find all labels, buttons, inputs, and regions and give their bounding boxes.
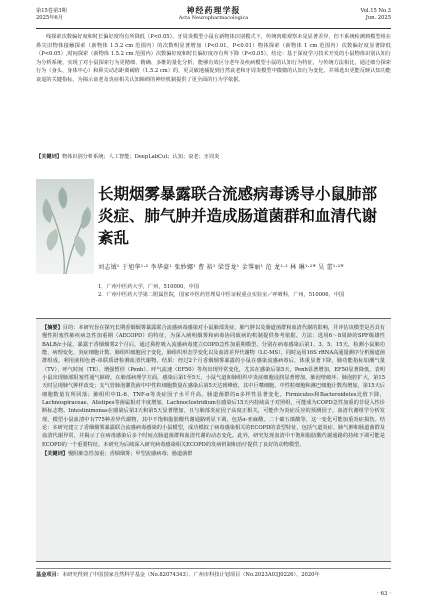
date-cn: 2025年6月 (36, 15, 63, 21)
journal-title-cn: 神经药理学报 (186, 5, 241, 15)
abstract-box (36, 318, 391, 562)
previous-keywords-text: 物体识别分析系统；人工智能；DeepLabCut；认知；衰老；牙周炎 (61, 154, 220, 160)
affiliations (98, 283, 391, 299)
abstract-label: 【摘要】 (42, 325, 63, 331)
title-decoration-image (36, 179, 94, 274)
header-center (36, 6, 391, 22)
article-keywords (42, 450, 385, 458)
affiliation-1: 1．广州中医药大学，广州，510000，中国 (98, 284, 199, 290)
issue-cn: 第15卷第3期 (36, 8, 67, 14)
page-number: · 63 · (377, 591, 391, 597)
running-header (36, 6, 391, 28)
article-title: 长期烟雾暴露联合流感病毒诱导小鼠肺部炎症、肺气肿并造成肠道菌群和血清代谢紊乱 (98, 184, 378, 247)
header-rule (36, 28, 391, 29)
previous-keywords-label: 【关键词】 (36, 154, 62, 160)
previous-abstract-text: 线探索次数偏好度和时长偏好度均有所降低（P<0.05）。牙周炎模型小鼠在新物体识别模式下，传统肉眼观察未见显著差异，但不系统检测到模型组在鼻尖旧物体接触探索（新物体 1.5.2 cm 范围内）的次数明显著增加（P<0.01，P<0.01）物体探索（新物体 1 cm 范围内）次数偏好度显著降低（P<0.05）,时间探索（新物体 1.5.2 cm 范围内）次数偏好度和时长偏好度亦有所下降（P<0.05）。结论：基于深度学习技术开发的小鼠物体识别认知行为分析系统，实现了对小鼠探索行为更精细、精确、多维的量化分析，能够有效区分老年及疾病模型小鼠的认知行为特征，与传统方法相比，通过细分探索行为（身头、身体中心）和鼻尖动态距离阈值（1.5.2 cm）的，更灵敏地捕捉到自然衰老和牙周炎模型中微微的认知行为变化，并筛选出更能反映认知功能衰退的关键指标，为揭示衰老及炎症相关认知障碍的神经机制提供了更全面的行为学依据。 (36, 34, 391, 83)
abstract-text: 目的：本研究旨在探究长期香烟烟雾暴露联合流感病毒感染对小鼠肺部炎症、肺气肿以及肠道菌群和血清代谢的影响，并评估该模型是否具有慢性阻塞性肺疾病急性加重期（AECOPD）的特征，为深入阐明烟雾和病毒协同致病的机制提供参考依据。方法：选用6～8周龄的SPF级雄性BALB/c小鼠，暴露于香烟烟雾2个月后，通过鼻腔吸入流感病毒建立COPD急性加重期模型。分别在病毒感染后第1、3、5、15天，检测小鼠肺功能、病理变化、炎症细胞计数、肺组织细胞因子变化，肺组织形态学变化以及血清差异代谢物（LC-MS），同时运用16S rRNA高通量测序分析肠道菌群组成，利用液相色谱-串联质谱检测血清代谢物。结果：经过2个月香烟烟雾暴露的小鼠在感染流感病毒后，体重显著下降，肺功能指标如潮气量（TV）、呼气时间（TE）、增强暂停（Penh）、呼气流速（EF50）等均出现异常变化，尤其在感染后第5天，Penh显著增加，EF50显著降低，表明小鼠出现肺部阻塞性通气障碍。在肺部病理学方面，感染后第1至5天，小鼠气道和肺组织中炎症细胞浸润显著增加，肺泡壁破坏、肺泡腔扩大，第15天时呈现肺气肿样改变；支气管肺泡灌洗液中中性粒细胞数量在感染后第5天达到峰值，其中巨噬细胞、中性粒细胞和淋巴细胞计数均增加，第15天后细胞数量有所回落；肺组织中IL-6、TNF-α等炎症因子水平升高。肠道菌群的α多样性显著变化，Firmicutes和Bacteroidetes比值下降，Lachnospiraceae、Alistipes等菌属相对丰度增加。Lachnoclostridium在感染后15天内持续高于对照组，可能成为COPD急性加重的非侵入性诊断标志物。Intestinimonas在感染后第3天和第5天显著增加，且与肺部炎症因子高度正相关，可能作为炎症反应的预测因子。血清代谢组学分析发现，模型小鼠血清中有775种差异代谢物，其中不饱和脂肪酸代谢通路明显下调，包括α-亚麻酸、二十碳五烯酸等，这一变化可能加重炎症损伤。结论：本研究建立了香烟烟雾暴露联合流感病毒感染的小鼠模型，成功模拟了病毒感染相关的ECOPD的表型特征，包括气道炎症、肺气肿和肠道菌群及血清代谢异常，并揭示了在病毒感染后多个时间点肠道菌群和血清代谢的动态变化。此外，研究发现血清中不饱和脂肪酸代谢通路的持续下调可能是ECOPD的一个重要特征。本研究为后续深入研究病毒感染相关ECOPD的发病机制和治疗提供了良好的动物模型。 (42, 325, 385, 448)
leaf-decoration-icon (36, 179, 94, 274)
funding-text: 本研究得到了中国国家自然科学基金（No.82074343）、广州市科技计划项目（No.2023A03J0226）、2020年 (61, 572, 320, 578)
date-en: Jun. 2025 (365, 15, 391, 21)
header-right (361, 8, 391, 22)
author-list: 刘志钺¹ 于旭华¹·² 李华豪¹ 张妙娜¹ 曹 裕¹ 梁誉龙¹ 金霁丽¹ 范 龙¹·² 林 琳¹·²* 吴 蕾¹·²* (98, 264, 344, 271)
journal-title-en: Acta Neuropharmacologica (178, 15, 249, 21)
article-keywords-label: 【关键词】 (42, 451, 68, 458)
issue-en: Vol.15 No.3 (360, 8, 391, 14)
abstract (42, 324, 385, 449)
funding-label: 基金项目： (36, 572, 62, 578)
affiliation-2: 2．广州中医药大学第二附属医院，国家中医药管理局中医证候重点实验室／呼吸科，广州，510006，中国 (98, 292, 345, 299)
article-keywords-text: 慢阻肺急性加重；香烟烟雾；甲型流感病毒；肠道菌群 (67, 451, 193, 458)
previous-article-tail (36, 33, 391, 85)
previous-keywords (36, 153, 391, 161)
funding-note (36, 568, 391, 580)
